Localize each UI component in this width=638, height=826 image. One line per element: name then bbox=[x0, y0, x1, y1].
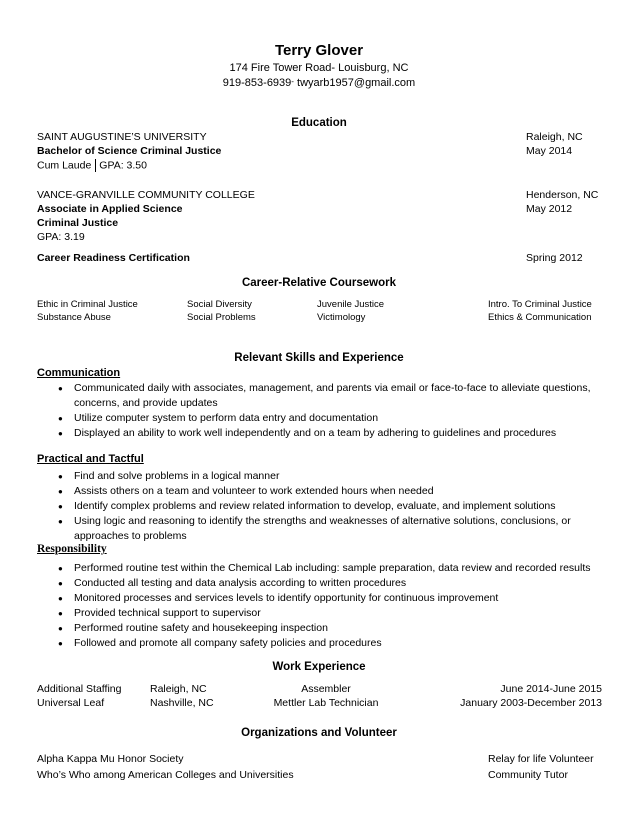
resume-name: Terry Glover bbox=[274, 42, 364, 59]
list-item: ● Using logic and reasoning to identify the strengths and weaknesses of alternative solutions, conclusions, or bbox=[58, 514, 618, 529]
list-item-continuation: approaches to problems bbox=[74, 530, 187, 542]
list-item: ● Monitored processes and services levels to identify opportunity for continuous improvement bbox=[58, 591, 618, 606]
job-location: Nashville, NC bbox=[150, 697, 214, 709]
organization: Alpha Kappa Mu Honor Society bbox=[37, 753, 184, 765]
school-location: Raleigh, NC bbox=[526, 131, 583, 143]
honors-line bbox=[37, 159, 147, 172]
gpa: GPA: 3.19 bbox=[37, 231, 85, 243]
list-item: ● Conducted all testing and data analysis according to written procedures bbox=[58, 576, 618, 591]
separator: - bbox=[291, 77, 294, 86]
email[interactable]: twyarb1957@gmail.com bbox=[297, 77, 416, 89]
responsibility-list bbox=[58, 561, 618, 651]
list-item: ● Assists others on a team and volunteer to work extended hours when needed bbox=[58, 484, 618, 499]
job-dates: June 2014-June 2015 bbox=[500, 683, 602, 695]
volunteer: Relay for life Volunteer bbox=[488, 753, 594, 765]
course: Juvenile Justice bbox=[317, 299, 385, 310]
phone: 919-853-6939 bbox=[222, 77, 292, 89]
contact-line bbox=[0, 77, 638, 89]
gpa: GPA: 3.50 bbox=[99, 159, 147, 172]
section-title-work: Work Experience bbox=[272, 661, 366, 673]
section-title-education: Education bbox=[291, 117, 347, 129]
practical-list bbox=[58, 469, 618, 544]
job-dates: January 2003-December 2013 bbox=[460, 697, 602, 709]
list-item: ● Find and solve problems in a logical manner bbox=[58, 469, 618, 484]
job-company: Additional Staffing bbox=[37, 683, 122, 695]
list-item: ● Performed routine test within the Chemical Lab including: sample preparation, data review and recorded results bbox=[58, 561, 618, 576]
course: Ethics & Communication bbox=[488, 312, 592, 323]
skill-heading-responsibility: Responsibility bbox=[37, 543, 107, 555]
organization: Who’s Who among American Colleges and Universities bbox=[37, 769, 294, 781]
address: 174 Fire Tower Road- Louisburg, NC bbox=[229, 62, 409, 74]
list-item: ● Communicated daily with associates, management, and parents via email or face-to-face to alleviate questions, bbox=[58, 381, 618, 396]
degree: Bachelor of Science Criminal Justice bbox=[37, 145, 222, 157]
certification: Career Readiness Certification bbox=[37, 252, 190, 264]
school-name: SAINT AUGUSTINE’S UNIVERSITY bbox=[37, 131, 207, 143]
course: Intro. To Criminal Justice bbox=[488, 299, 592, 310]
skill-heading-practical: Practical and Tactful bbox=[37, 453, 144, 465]
list-item: ● Performed routine safety and housekeeping inspection bbox=[58, 621, 618, 636]
skill-heading-communication: Communication bbox=[37, 367, 121, 379]
school-name: VANCE-GRANVILLE COMMUNITY COLLEGE bbox=[37, 189, 255, 201]
major: Criminal Justice bbox=[37, 217, 119, 229]
job-role: Mettler Lab Technician bbox=[273, 697, 379, 709]
communication-list bbox=[58, 381, 618, 441]
course: Ethic in Criminal Justice bbox=[37, 299, 138, 310]
list-item: ● Followed and promote all company safety policies and procedures bbox=[58, 636, 618, 651]
degree: Associate in Applied Science bbox=[37, 203, 183, 215]
section-title-organizations: Organizations and Volunteer bbox=[241, 727, 397, 739]
list-item: ● Utilize computer system to perform data entry and documentation bbox=[58, 411, 618, 426]
list-item: ● Displayed an ability to work well independently and on a team by adhering to guidelines and procedures bbox=[58, 426, 618, 441]
list-item: ● Identify complex problems and review related information to develop, evaluate, and implement solutions bbox=[58, 499, 618, 514]
job-role: Assembler bbox=[301, 683, 351, 695]
job-company: Universal Leaf bbox=[37, 697, 105, 709]
job-location: Raleigh, NC bbox=[150, 683, 207, 695]
list-item: ● Provided technical support to supervisor bbox=[58, 606, 618, 621]
section-title-coursework: Career-Relative Coursework bbox=[241, 277, 397, 289]
school-location: Henderson, NC bbox=[526, 189, 599, 201]
honor: Cum Laude bbox=[37, 159, 92, 172]
certification-date: Spring 2012 bbox=[526, 252, 583, 264]
volunteer: Community Tutor bbox=[488, 769, 568, 781]
course: Substance Abuse bbox=[37, 312, 111, 323]
course: Social Problems bbox=[187, 312, 256, 323]
list-item-continuation: concerns, and provide updates bbox=[74, 397, 218, 409]
degree-date: May 2014 bbox=[526, 145, 573, 157]
course: Social Diversity bbox=[187, 299, 252, 310]
section-title-skills: Relevant Skills and Experience bbox=[234, 352, 404, 364]
divider bbox=[95, 159, 96, 172]
degree-date: May 2012 bbox=[526, 203, 573, 215]
course: Victimology bbox=[317, 312, 366, 323]
